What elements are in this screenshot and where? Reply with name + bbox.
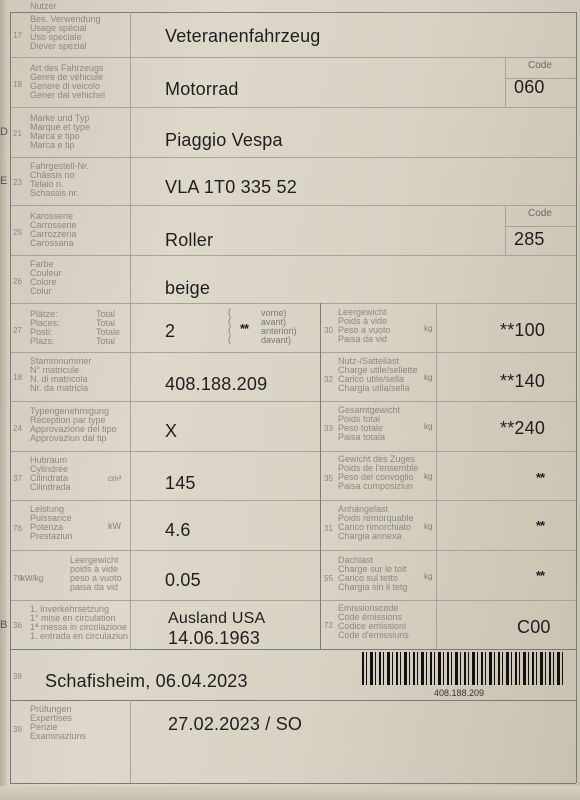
field-value-seats: 2 bbox=[165, 321, 176, 341]
field-value-total-weight: **240 bbox=[500, 418, 546, 438]
field-value-vehicle-type: Motorrad bbox=[165, 79, 239, 99]
rule bbox=[130, 12, 131, 649]
row-letter: E bbox=[0, 175, 8, 187]
field-number: 32 bbox=[324, 375, 333, 384]
field-value-train-weight: ** bbox=[536, 470, 545, 485]
field-label-seats: Plätze: Places: Posti: Plazs: bbox=[30, 309, 60, 346]
field-number: 76 bbox=[13, 524, 22, 533]
field-label-power: Leistung Puissance Potenza Prestaziun bbox=[30, 504, 73, 541]
field-number: 26 bbox=[13, 277, 22, 286]
field-label-inspections: Prüfungen Expertises Perizie Examinaziuns bbox=[30, 704, 87, 741]
field-label-trailer-load: Anhängelast Poids remorquable Carico rimorchiato Chargia annexa bbox=[338, 504, 414, 541]
field-number: 27 bbox=[13, 326, 22, 335]
rule bbox=[10, 550, 576, 551]
field-value-issue-place-date: Schafisheim, 06.04.2023 bbox=[45, 671, 248, 691]
field-number: 78 bbox=[13, 574, 22, 583]
row-letter: D bbox=[0, 126, 8, 138]
field-value-chassis: VLA 1T0 335 52 bbox=[165, 177, 297, 197]
code-label: Code bbox=[528, 60, 552, 71]
rule bbox=[436, 303, 437, 649]
field-value-trailer-load: ** bbox=[536, 518, 545, 533]
rule bbox=[10, 783, 576, 784]
field-label-emission-code: Emissionscode Code émissions Codice emissioni Code d'emissiuns bbox=[338, 603, 409, 640]
field-value-type-approval: X bbox=[165, 421, 178, 441]
field-number: 24 bbox=[13, 424, 22, 433]
field-number: 25 bbox=[13, 228, 22, 237]
field-label-seats-total: Total Total Totale Total bbox=[96, 309, 121, 346]
rule bbox=[10, 57, 576, 58]
field-value-first-registration: 14.06.1963 bbox=[168, 628, 261, 648]
unit-label: kg bbox=[424, 324, 433, 333]
rule bbox=[10, 12, 11, 783]
field-value-matricule: 408.188.209 bbox=[165, 374, 268, 394]
field-number: 30 bbox=[324, 326, 333, 335]
unit-label: kg bbox=[424, 472, 433, 481]
field-value-power: 4.6 bbox=[165, 520, 191, 540]
rule bbox=[10, 401, 576, 402]
field-number: 72 bbox=[324, 621, 333, 630]
field-value-body: Roller bbox=[165, 230, 214, 250]
field-number: 39 bbox=[13, 725, 22, 734]
field-number: 35 bbox=[324, 474, 333, 483]
brace: ( ( ( ( bbox=[228, 307, 231, 344]
field-label-vehicle-type: Art des Fahrzeugs Genre de véhicule Genere di veicolo Gener dal vehichel bbox=[30, 63, 106, 100]
field-number: 37 bbox=[13, 474, 22, 483]
field-code-vehicle-type: 060 bbox=[514, 77, 545, 97]
field-label-first-registration: 1. Inverkehrsetzung 1° mise en circulation 1ª messa in circolazione 1. entrada en circulaziun bbox=[30, 604, 129, 641]
barcode-text: 408.188.209 bbox=[434, 688, 485, 698]
field-value-origin: Ausland USA bbox=[168, 610, 266, 627]
rule bbox=[320, 303, 321, 649]
field-number: 18 bbox=[13, 373, 22, 382]
rule bbox=[10, 157, 576, 158]
field-label-displacement: Hubraum Cylindrée Cilindrata Cilindrada bbox=[30, 455, 71, 492]
rule bbox=[10, 700, 576, 701]
field-number: 23 bbox=[13, 178, 22, 187]
field-label-color: Farbe Couleur Colore Colur bbox=[30, 259, 62, 296]
field-label-empty-weight: Leergewicht Poids à vide Peso a vuoto Paisa da vid bbox=[338, 307, 391, 344]
page-bottom-edge bbox=[0, 786, 580, 800]
rule bbox=[10, 500, 576, 501]
field-value-inspection-date: 27.02.2023 / SO bbox=[168, 714, 303, 734]
field-label-chassis: Fahrgestell-Nr. Châssis no Telaio n. Schassis nr. bbox=[30, 161, 90, 198]
field-code-body: 285 bbox=[514, 229, 545, 249]
field-number: 31 bbox=[324, 524, 333, 533]
field-number: 55 bbox=[324, 574, 333, 583]
rule bbox=[576, 12, 577, 783]
rule bbox=[10, 451, 576, 452]
rule bbox=[10, 107, 576, 108]
field-value-roof-load: ** bbox=[536, 568, 545, 583]
rule bbox=[505, 226, 576, 227]
rule bbox=[505, 205, 506, 255]
rule bbox=[10, 649, 576, 650]
field-number: 36 bbox=[13, 621, 22, 630]
unit-label: kg bbox=[424, 373, 433, 382]
field-label-roof-load: Dachlast Charge sur le toit Carico sul tetto Chargia sin il tetg bbox=[338, 555, 408, 592]
field-number: 19 bbox=[13, 80, 22, 89]
field-number: 38 bbox=[13, 672, 22, 681]
field-label-total-weight: Gesamtgewicht Poids total Peso totale Paisa totala bbox=[338, 405, 401, 442]
field-number: 17 bbox=[13, 31, 22, 40]
field-number: 33 bbox=[324, 424, 333, 433]
field-label-power-weight: Leergewicht poids à vide peso a vuoto paisa da vid bbox=[70, 555, 122, 592]
page-edge bbox=[0, 0, 7, 800]
unit-label: kg bbox=[424, 422, 433, 431]
unit-label: kg bbox=[424, 572, 433, 581]
field-label-body: Karosserie Carrosserie Carrozzeria Carossaria bbox=[30, 211, 77, 248]
field-number: 21 bbox=[13, 129, 22, 138]
rule bbox=[10, 255, 576, 256]
field-value-empty-weight: **100 bbox=[500, 320, 546, 340]
field-value-displacement: 145 bbox=[165, 473, 196, 493]
barcode bbox=[362, 652, 565, 685]
field-label-seats-front: vorne) avant) anteriori) davant) bbox=[261, 308, 297, 345]
rule bbox=[10, 352, 576, 353]
rule bbox=[130, 700, 131, 783]
unit-label: kW/kg bbox=[21, 574, 44, 583]
field-label-make: Marke und Typ Marque et type Marca e tipo Marca e tip bbox=[30, 113, 91, 150]
rule bbox=[10, 600, 576, 601]
field-label-type-approval: Typengenehmigung Réception par type Approvazione del tipo Approvaziun dal tip bbox=[30, 406, 117, 443]
field-value-color: beige bbox=[165, 278, 211, 298]
rule bbox=[10, 12, 576, 13]
rule bbox=[505, 57, 506, 107]
field-label-payload: Nutz-/Sattellast Charge utile/sellette Carico utile/sella Chargia utila/sella bbox=[338, 356, 418, 393]
field-value-payload: **140 bbox=[500, 371, 546, 391]
top-label: Nutzer bbox=[30, 1, 57, 11]
field-label-matricule: Stammnummer N° matricule N. di matricola Nr. da matricla bbox=[30, 356, 92, 393]
unit-label: kg bbox=[424, 522, 433, 531]
seats-front-stars: ** bbox=[240, 321, 249, 336]
field-label-train-weight: Gewicht des Zuges Poids de l'ensemble Peso del convoglio Paisa cumposiziun bbox=[338, 454, 419, 491]
rule bbox=[10, 205, 576, 206]
unit-label: kW bbox=[108, 521, 121, 531]
rule bbox=[10, 303, 576, 304]
field-value-emission-code: C00 bbox=[517, 617, 551, 637]
field-value-make: Piaggio Vespa bbox=[165, 130, 283, 150]
code-label: Code bbox=[528, 208, 552, 219]
unit-label: cm³ bbox=[108, 474, 122, 483]
field-value-power-weight: 0.05 bbox=[165, 570, 201, 590]
field-value-usage: Veteranenfahrzeug bbox=[165, 26, 321, 46]
row-letter: B bbox=[0, 619, 8, 631]
field-label-usage: Bes. Verwendung Usage spécial Uso speciale Diever spezial bbox=[30, 14, 101, 51]
